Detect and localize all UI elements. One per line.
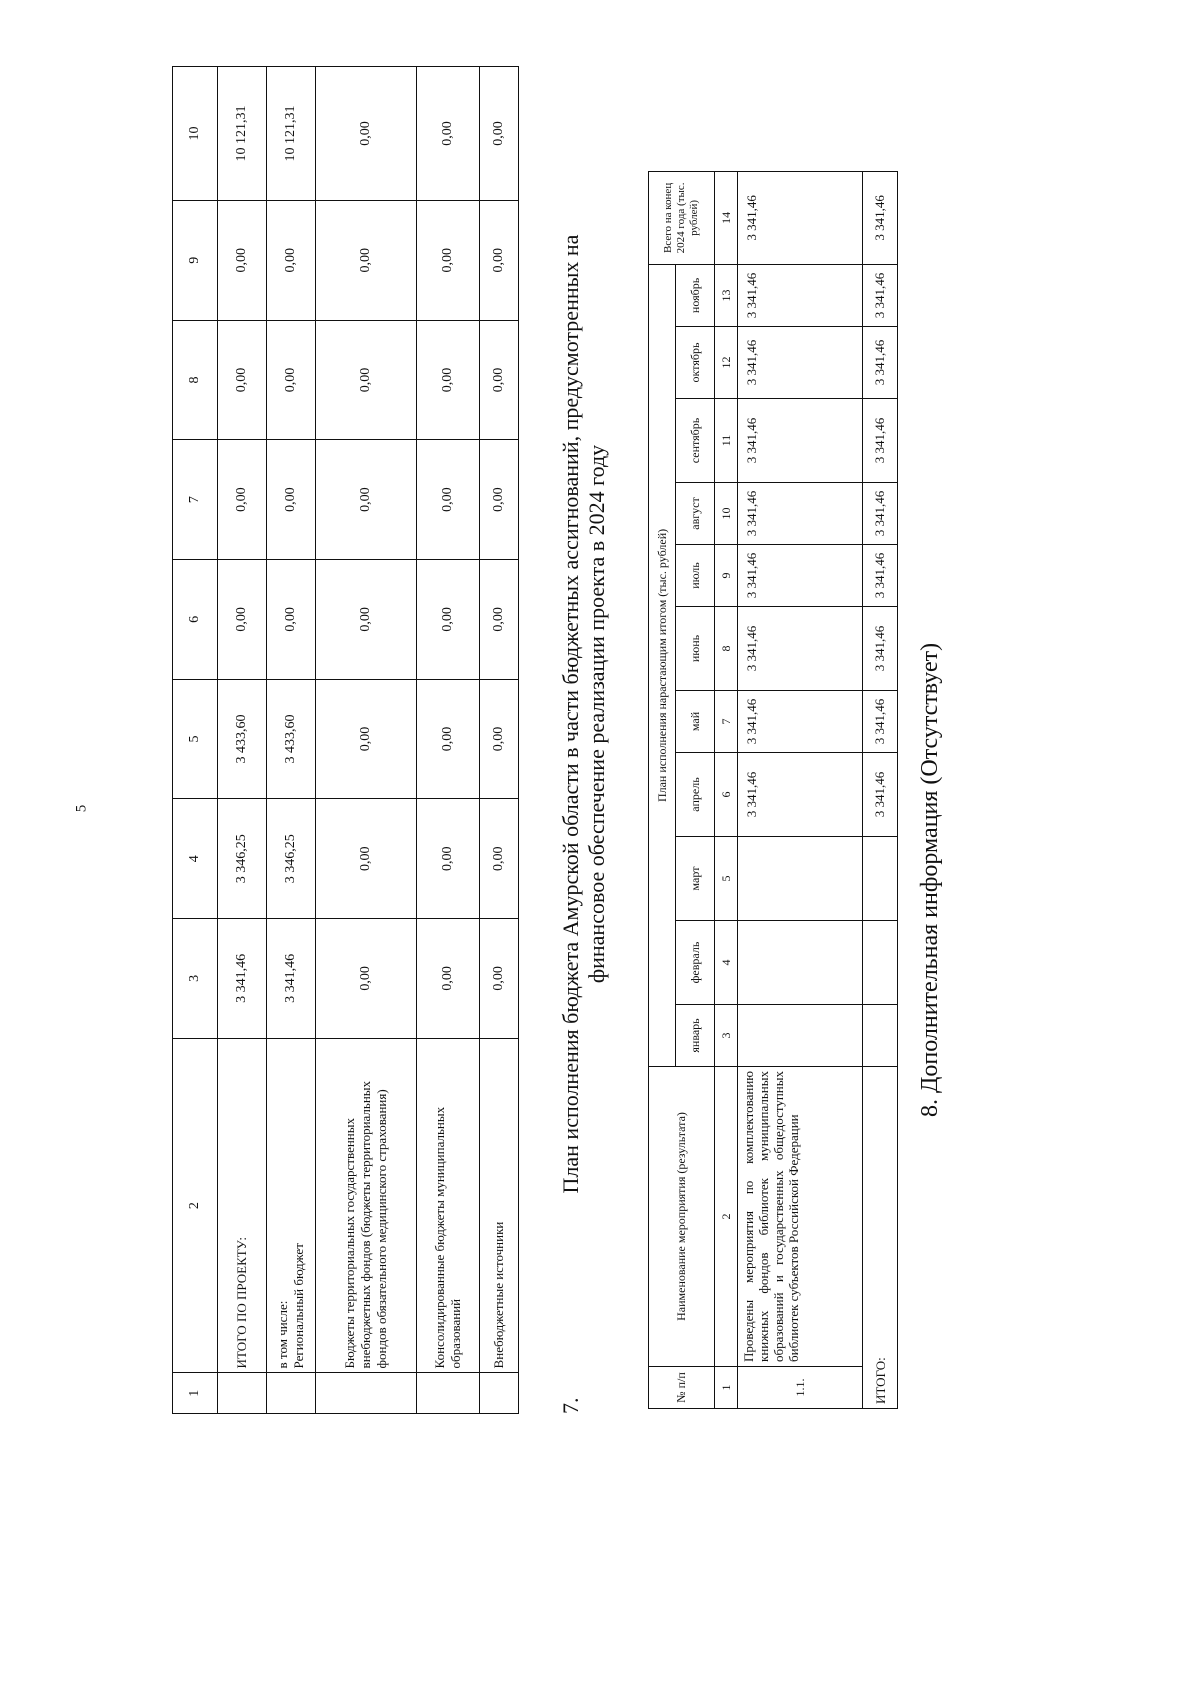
row-label: ИТОГО ПО ПРОЕКТУ: <box>218 1038 267 1373</box>
cell: 3 341,46 <box>738 171 863 264</box>
header-cell: № п/п <box>649 1367 715 1409</box>
cell: 0,00 <box>316 200 417 320</box>
col-number: 12 <box>715 327 738 399</box>
cell: 3 341,46 <box>738 545 863 607</box>
funding-table <box>172 66 519 1414</box>
cell: 0,00 <box>267 440 316 560</box>
cell: 3 341,46 <box>863 171 898 264</box>
cell: 3 341,46 <box>738 399 863 483</box>
cell: 3 341,46 <box>863 399 898 483</box>
header-cell: 3 <box>173 919 218 1039</box>
cell: 0,00 <box>417 919 480 1039</box>
month-header: апрель <box>676 753 715 837</box>
budget-plan-table <box>648 171 898 1409</box>
cell: 3 341,46 <box>863 607 898 691</box>
col-number: 8 <box>715 607 738 691</box>
header-cell: Всего на конец 2024 года (тыс. рублей) <box>649 171 715 264</box>
cell: 0,00 <box>417 67 480 201</box>
cell: 0,00 <box>316 320 417 440</box>
total-label: ИТОГО: <box>863 1067 898 1409</box>
cell <box>863 1005 898 1067</box>
cell: 0,00 <box>417 440 480 560</box>
cell: 0,00 <box>316 440 417 560</box>
cell: 3 341,46 <box>863 264 898 326</box>
cell: 0,00 <box>267 200 316 320</box>
row-label: в том числе: Региональный бюджет <box>267 1038 316 1373</box>
row-label: Консолидированные бюджеты муниципальных образований <box>417 1038 480 1373</box>
cell: 0,00 <box>218 559 267 679</box>
cell <box>738 1005 863 1067</box>
cell: 0,00 <box>267 559 316 679</box>
month-header: август <box>676 483 715 545</box>
cell: 0,00 <box>417 200 480 320</box>
row-label: Проведены мероприятия по комплектованию книжных фондов библиотек муниципальных образований и государственных общедоступных библиотек субъектов Российской Федерации <box>738 1067 863 1367</box>
cell: 3 346,25 <box>267 799 316 919</box>
cell: 3 341,46 <box>218 919 267 1039</box>
cell: 0,00 <box>316 679 417 799</box>
month-header: октябрь <box>676 327 715 399</box>
header-cell: 5 <box>173 679 218 799</box>
cell: 3 341,46 <box>267 919 316 1039</box>
col-number: 11 <box>715 399 738 483</box>
col-number: 5 <box>715 837 738 921</box>
cell: 3 341,46 <box>863 753 898 837</box>
col-number: 2 <box>715 1067 738 1367</box>
table-row <box>316 67 417 1414</box>
cell: 0,00 <box>480 320 519 440</box>
cell: 0,00 <box>316 67 417 201</box>
col-number: 9 <box>715 545 738 607</box>
cell: 10 121,31 <box>267 67 316 201</box>
section-number: 7. <box>558 1397 583 1414</box>
col-number: 13 <box>715 264 738 326</box>
cell: 0,00 <box>316 799 417 919</box>
cell <box>738 921 863 1005</box>
cell: 3 341,46 <box>738 327 863 399</box>
total-row <box>863 171 898 1408</box>
header-cell: 6 <box>173 559 218 679</box>
cell: 3 433,60 <box>218 679 267 799</box>
cell: 0,00 <box>417 320 480 440</box>
header-cell: 7 <box>173 440 218 560</box>
cell: 0,00 <box>480 799 519 919</box>
cell: 0,00 <box>218 440 267 560</box>
section-title-line: финансовое обеспечение реализации проекта в 2024 году <box>584 444 609 984</box>
table-row <box>218 67 267 1414</box>
cell: 0,00 <box>218 320 267 440</box>
month-header: март <box>676 837 715 921</box>
cell: 0,00 <box>417 559 480 679</box>
month-header: сентябрь <box>676 399 715 483</box>
table-row <box>480 67 519 1414</box>
header-cell: Наименование мероприятия (результата) <box>649 1067 715 1367</box>
month-header: май <box>676 691 715 753</box>
cell: 3 341,46 <box>863 483 898 545</box>
row-label: Внебюджетные источники <box>480 1038 519 1373</box>
cell: 3 341,46 <box>738 264 863 326</box>
page-number: 5 <box>73 804 90 813</box>
cell: 0,00 <box>480 559 519 679</box>
cell: 3 341,46 <box>738 753 863 837</box>
cell: 0,00 <box>316 919 417 1039</box>
cell: 0,00 <box>267 320 316 440</box>
table-header-row <box>649 171 676 1408</box>
cell <box>863 921 898 1005</box>
col-number: 14 <box>715 171 738 264</box>
month-header: ноябрь <box>676 264 715 326</box>
row-number: 1.1. <box>738 1367 863 1409</box>
col-number: 1 <box>715 1367 738 1409</box>
cell: 0,00 <box>480 440 519 560</box>
table-row <box>417 67 480 1414</box>
cell: 10 121,31 <box>218 67 267 201</box>
cell: 0,00 <box>480 679 519 799</box>
col-number: 7 <box>715 691 738 753</box>
col-number: 4 <box>715 921 738 1005</box>
row-label: Бюджеты территориальных государственных внебюджетных фондов (бюджеты территориальных фондов обязательного медицинского страхования) <box>316 1038 417 1373</box>
header-cell: 8 <box>173 320 218 440</box>
header-cell: План исполнения нарастающим итогом (тыс. рублей) <box>649 264 676 1066</box>
table-header-row <box>173 67 218 1414</box>
month-header: июнь <box>676 607 715 691</box>
cell: 3 341,46 <box>863 691 898 753</box>
cell <box>863 837 898 921</box>
cell: 3 341,46 <box>863 545 898 607</box>
cell: 0,00 <box>417 799 480 919</box>
cell: 0,00 <box>417 679 480 799</box>
col-number: 6 <box>715 753 738 837</box>
table-row <box>738 171 863 1408</box>
header-cell: 9 <box>173 200 218 320</box>
section-7-heading <box>558 144 610 1414</box>
cell: 3 341,46 <box>738 483 863 545</box>
cell: 0,00 <box>480 200 519 320</box>
cell <box>738 837 863 921</box>
header-cell: 1 <box>173 1373 218 1414</box>
month-header: февраль <box>676 921 715 1005</box>
cell: 3 341,46 <box>738 607 863 691</box>
table-header-row <box>715 171 738 1408</box>
cell: 0,00 <box>480 67 519 201</box>
cell: 0,00 <box>218 200 267 320</box>
cell: 3 341,46 <box>863 327 898 399</box>
col-number: 3 <box>715 1005 738 1067</box>
col-number: 10 <box>715 483 738 545</box>
month-header: июль <box>676 545 715 607</box>
header-cell: 4 <box>173 799 218 919</box>
cell: 0,00 <box>480 919 519 1039</box>
cell: 0,00 <box>316 559 417 679</box>
cell: 3 346,25 <box>218 799 267 919</box>
section-title-line: План исполнения бюджета Амурской области в части бюджетных ассигнований, предусмотренных на <box>558 234 583 1194</box>
cell: 3 433,60 <box>267 679 316 799</box>
section-8-heading: 8. Дополнительная информация (Отсутствует) <box>917 642 943 1117</box>
table-row <box>267 67 316 1414</box>
cell: 3 341,46 <box>738 691 863 753</box>
header-cell: 10 <box>173 67 218 201</box>
header-cell: 2 <box>173 1038 218 1373</box>
month-header: январь <box>676 1005 715 1067</box>
